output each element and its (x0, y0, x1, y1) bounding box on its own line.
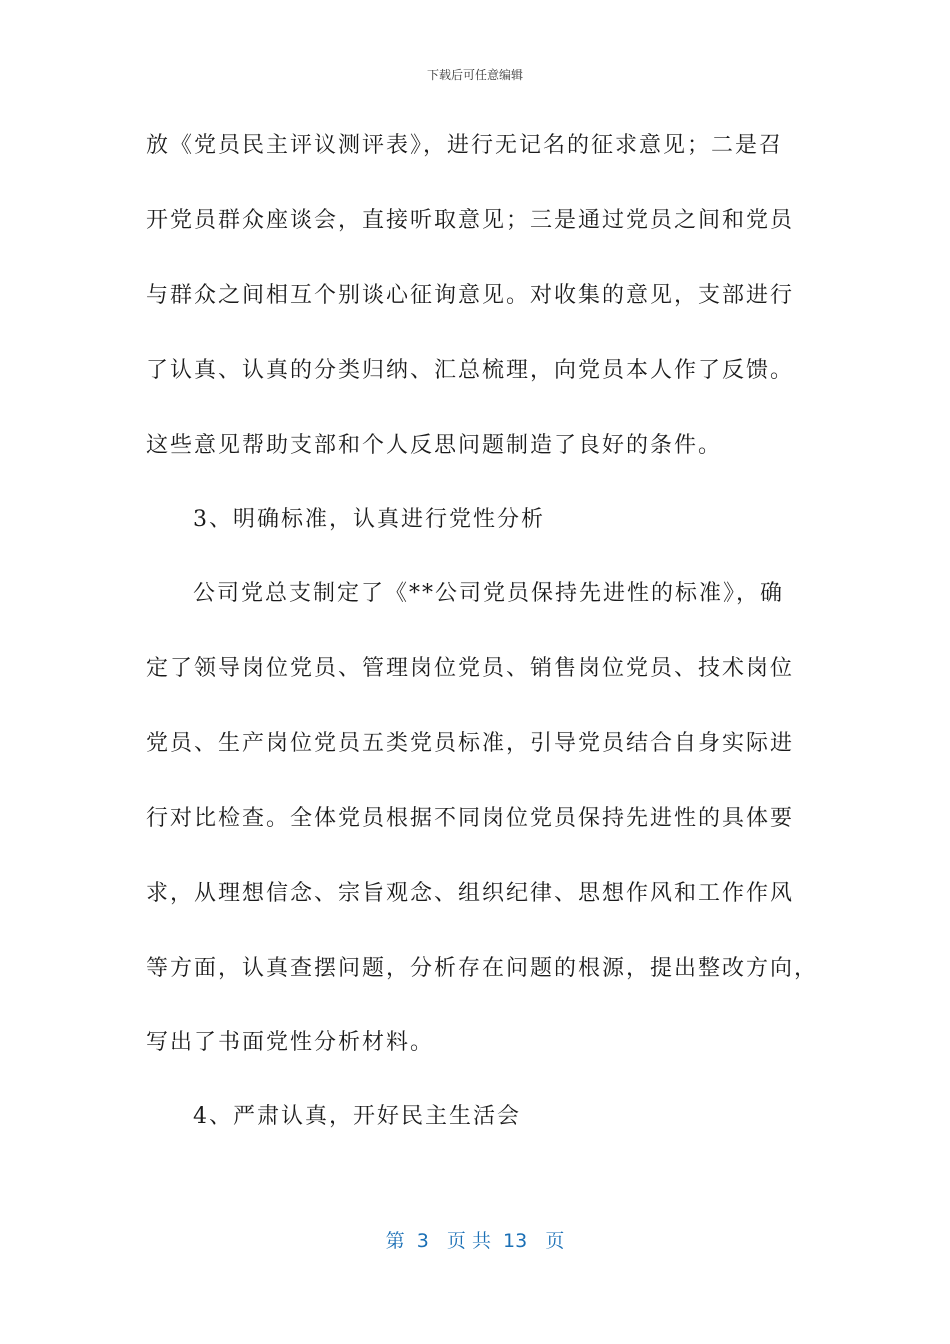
body-line-4: 了认真、认真的分类归纳、汇总梳理，向党员本人作了反馈。 (146, 358, 795, 383)
body-line-6: 公司党总支制定了《**公司党员保持先进性的标准》，确 (193, 581, 785, 606)
section-heading-4: 4、严肃认真，开好民主生活会 (193, 1104, 521, 1129)
body-line-7: 定了领导岗位党员、管理岗位党员、销售岗位党员、技术岗位 (146, 656, 795, 681)
body-line-11: 等方面，认真查摆问题，分析存在问题的根源，提出整改方向， (146, 956, 819, 981)
body-line-2: 开党员群众座谈会，直接听取意见；三是通过党员之间和党员 (146, 208, 795, 233)
page-footer: 第 3 页 共 13 页 (385, 1230, 565, 1252)
body-line-12: 写出了书面党性分析材料。 (146, 1030, 435, 1055)
body-line-9: 行对比检查。全体党员根据不同岗位党员保持先进性的具体要 (146, 806, 795, 831)
header-note: 下载后可任意编辑 (426, 68, 523, 82)
body-line-5: 这些意见帮助支部和个人反思问题制造了良好的条件。 (146, 433, 723, 458)
body-line-1: 放《党员民主评议测评表》，进行无记名的征求意见；二是召 (146, 133, 784, 158)
body-line-10: 求，从理想信念、宗旨观念、组织纪律、思想作风和工作作风 (146, 881, 795, 906)
section-heading-3: 3、明确标准，认真进行党性分析 (193, 507, 545, 532)
body-line-3: 与群众之间相互个别谈心征询意见。对收集的意见，支部进行 (146, 283, 795, 308)
body-line-8: 党员、生产岗位党员五类党员标准，引导党员结合自身实际进 (146, 731, 795, 756)
